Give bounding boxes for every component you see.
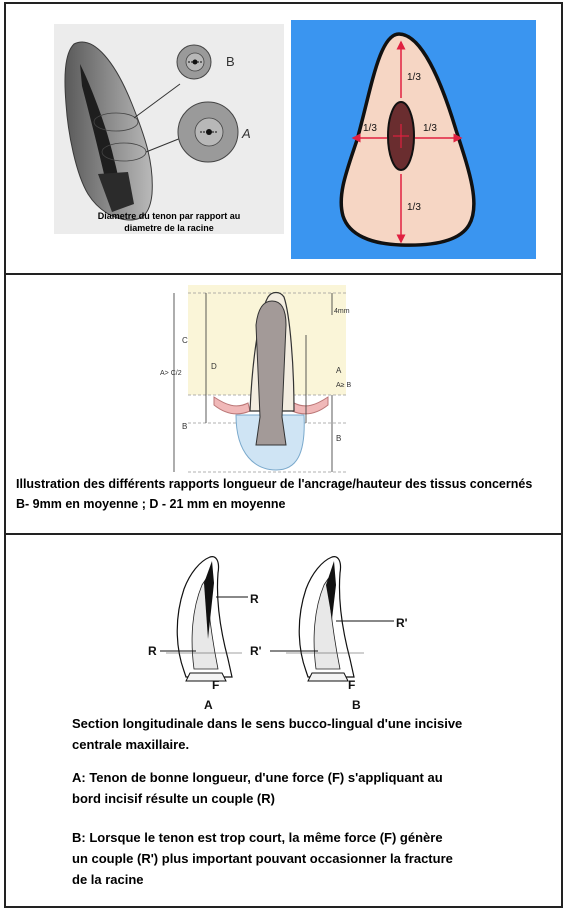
label-a-ge-b: A≥ B (336, 382, 352, 389)
figure-a-r-left: R (148, 644, 157, 658)
section-description-line-2: centrale maxillaire. (72, 737, 190, 752)
label-b-right: B (336, 434, 342, 443)
post-diameter-figure (54, 24, 284, 234)
third-left: 1/3 (363, 123, 377, 134)
label-c: C (182, 336, 188, 345)
label-b-left: B (182, 422, 188, 431)
anchorage-caption-line-1: Illustration des différents rapports longueur de l'ancrage/hauteur des tissus concernés (16, 477, 533, 491)
third-right: 1/3 (423, 123, 437, 134)
label-a-gt-c2: A> C/2 (160, 370, 182, 377)
case-a-line-1: A: Tenon de bonne longueur, d'une force (F) s'appliquant au (72, 770, 443, 785)
figure-a-letter: A (204, 698, 213, 709)
caption-line-1: Diametre du tenon par rapport au (97, 211, 241, 221)
label-b: B (226, 54, 235, 69)
section-description (72, 713, 552, 755)
tooth-section-drawing (54, 24, 284, 234)
tooth-post-ratio-drawing (156, 285, 356, 477)
case-b-description (72, 827, 552, 890)
post-diameter-caption (54, 210, 284, 234)
figure-a-r-right: R (250, 592, 259, 606)
thirds-rule-figure (291, 20, 536, 259)
panel-post-diameter (4, 2, 563, 275)
case-b-line-3: de la racine (72, 872, 144, 887)
case-a-line-2: bord incisif résulte un couple (R) (72, 791, 275, 806)
anchorage-diagram (156, 285, 356, 477)
panel-anchorage-ratios (4, 273, 563, 535)
figure-a-force-f: F (212, 678, 220, 692)
case-a-description (72, 767, 552, 809)
incisor-figure-b (246, 549, 416, 709)
label-d: D (211, 362, 217, 371)
caption-line-2: diametre de la racine (124, 223, 214, 233)
case-b-line-2: un couple (R') plus important pouvant occasionner la fracture (72, 851, 453, 866)
anchorage-caption-line-2: B- 9mm en moyenne ; D - 21 mm en moyenne (16, 497, 286, 511)
figure-b-r-left: R' (250, 644, 262, 658)
anchorage-caption (16, 475, 556, 513)
label-4mm: 4mm (334, 308, 350, 315)
figure-b-r-right: R' (396, 616, 408, 630)
figure-b-letter: B (352, 698, 361, 709)
case-b-line-1: B: Lorsque le tenon est trop court, la même force (F) génère (72, 830, 443, 845)
figure-b-force-f: F (348, 678, 356, 692)
section-description-line-1: Section longitudinale dans le sens bucco-lingual d'une incisive (72, 716, 463, 731)
third-top: 1/3 (407, 72, 421, 83)
panel-couple-forces (4, 533, 563, 908)
label-a: A (242, 126, 251, 141)
root-cross-section-drawing (291, 20, 536, 259)
label-a-right: A (336, 366, 342, 375)
incisor-b-drawing (246, 549, 416, 709)
third-bottom: 1/3 (407, 202, 421, 213)
